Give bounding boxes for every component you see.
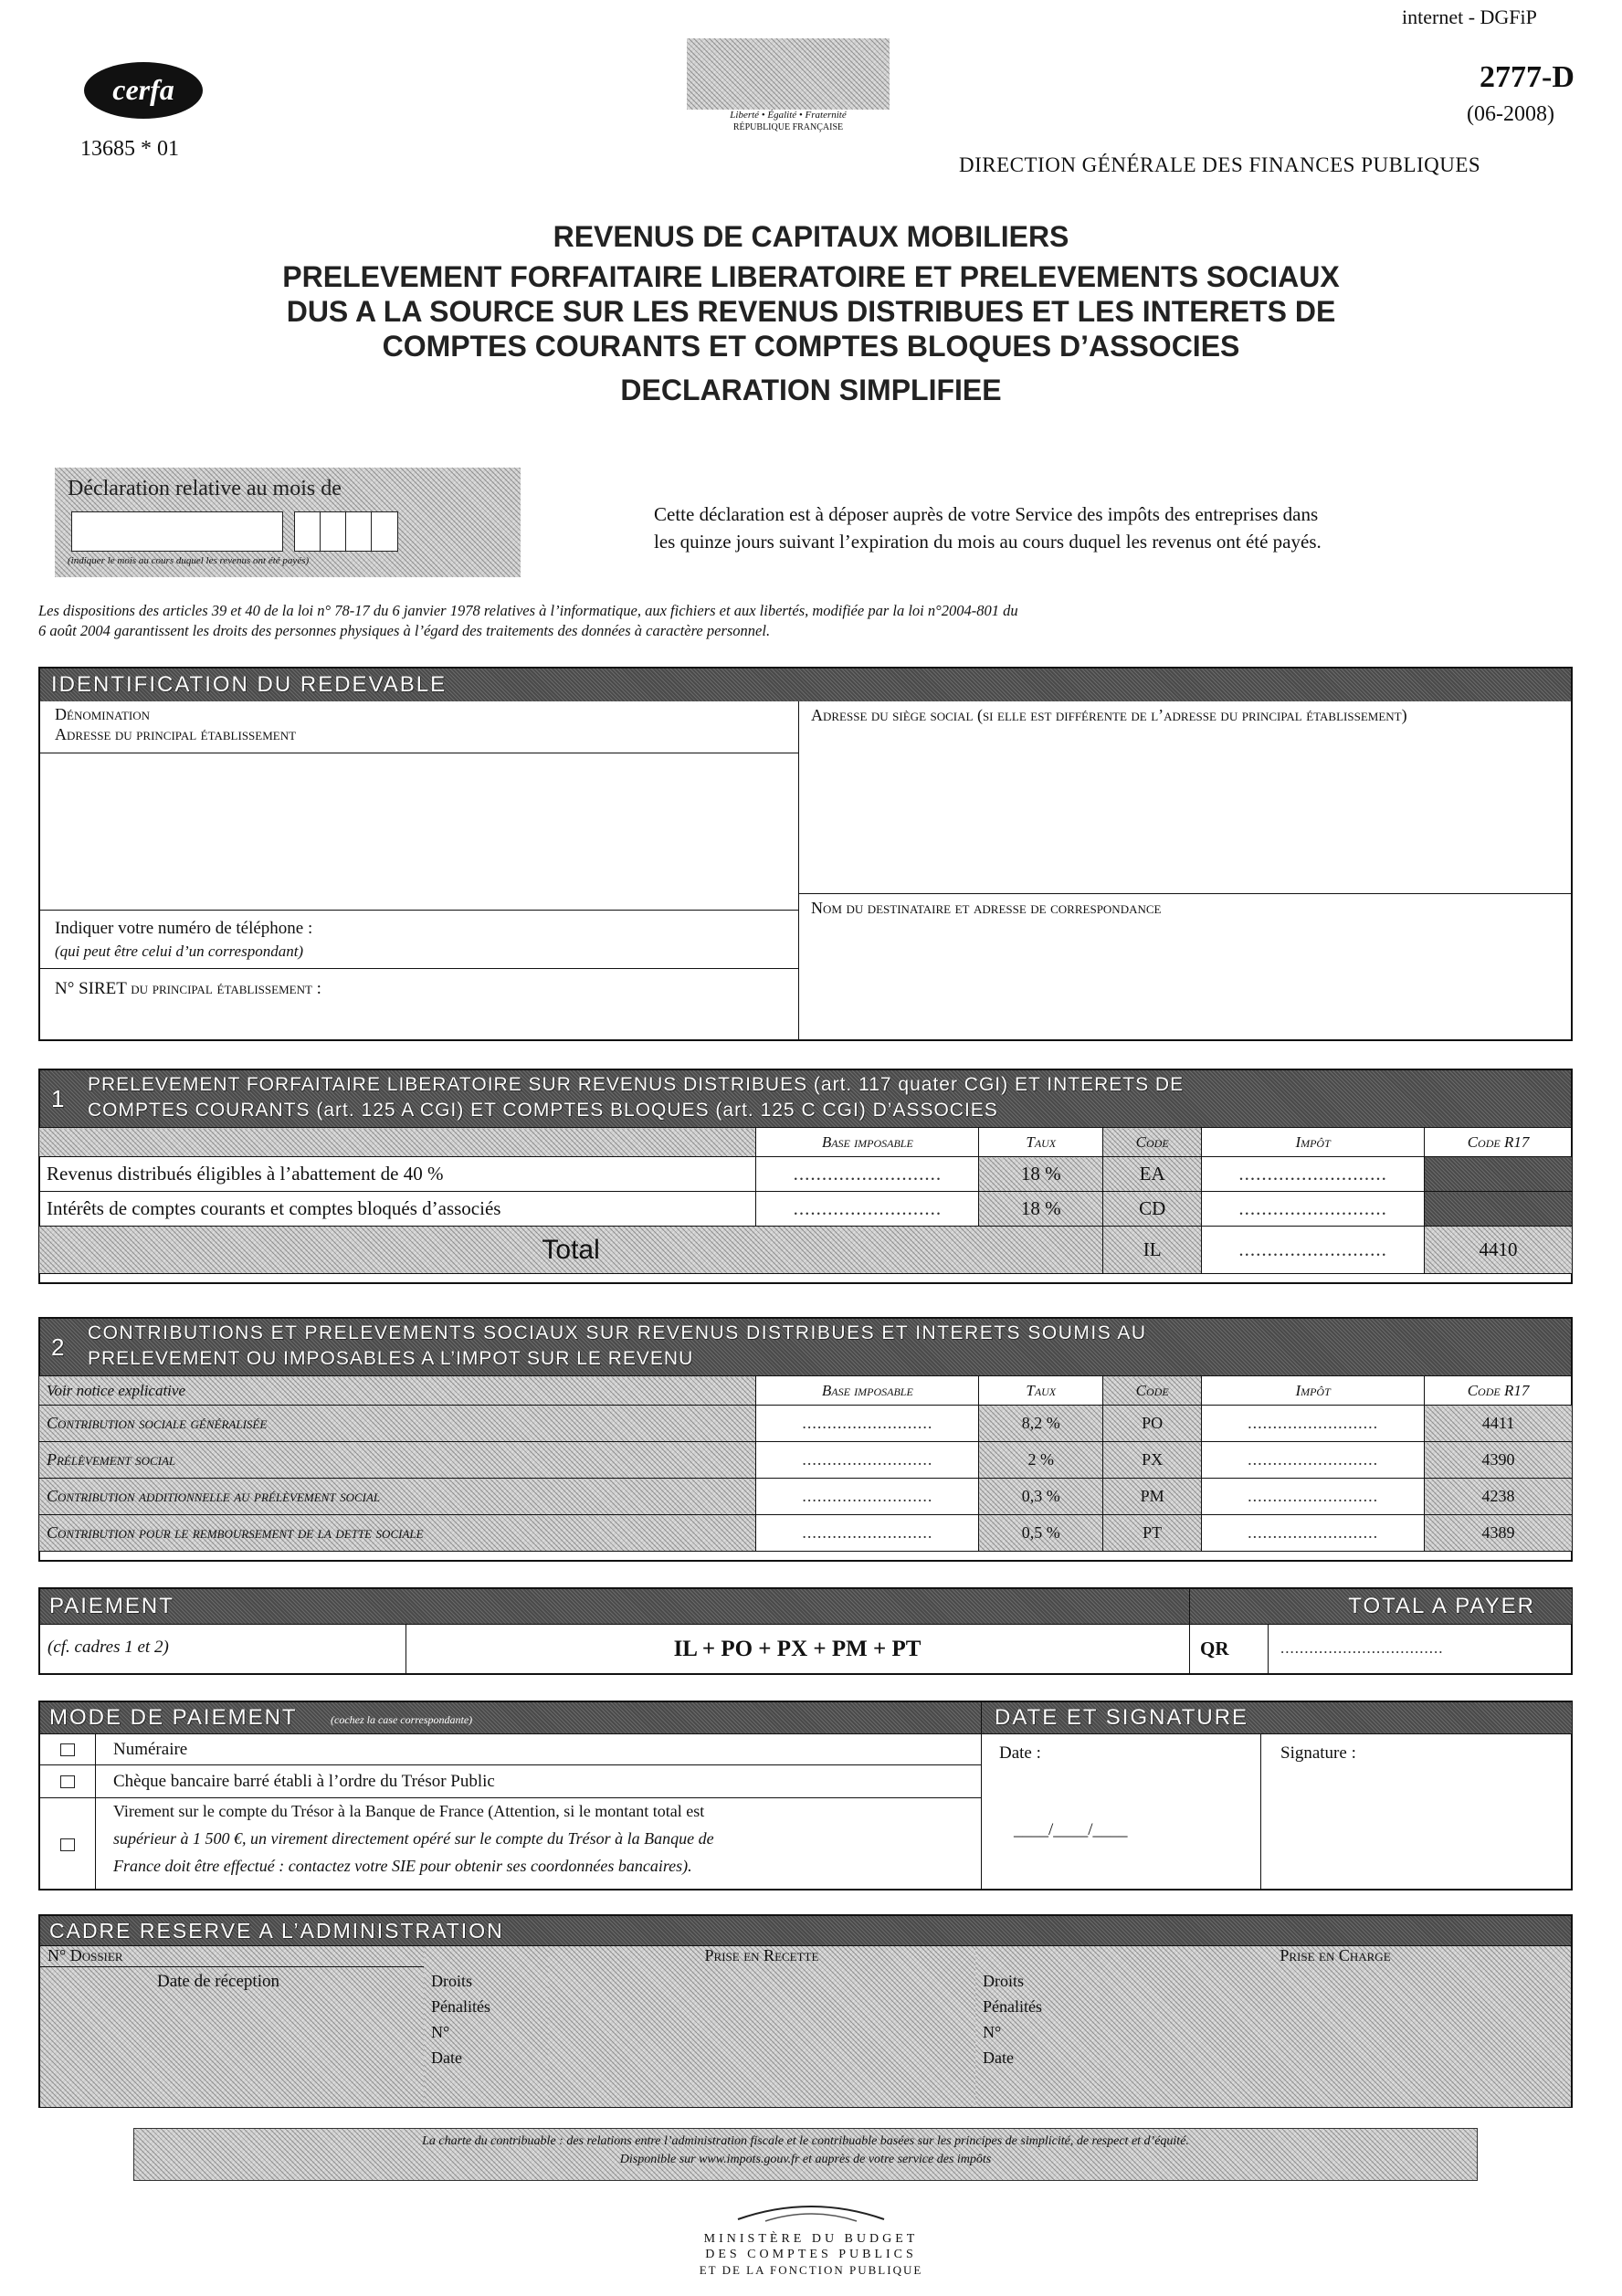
title-line-1: REVENUS DE CAPITAUX MOBILIERS xyxy=(553,220,1069,253)
form-number: 2777-D xyxy=(1480,60,1575,94)
recette-label: Prise en Recette xyxy=(704,1946,819,1964)
charge-fields xyxy=(975,1945,1101,2107)
payment-reference-text: (cf. cadres 1 et 2) xyxy=(47,1638,169,1657)
payment-formula-text: IL + PO + PX + PM + PT xyxy=(673,1637,922,1661)
charge-cell xyxy=(1100,1945,1571,2107)
telephone-label: Indiquer votre numéro de téléphone : xyxy=(55,919,313,938)
payment-header xyxy=(40,1589,1189,1624)
recette-date: Date xyxy=(431,2048,462,2067)
row-label: Intérêts de comptes courants et comptes bloqués d’associés xyxy=(39,1192,756,1227)
base-input[interactable]: .......................... xyxy=(756,1406,979,1442)
siret-label: N° SIRET du principal établissement : xyxy=(55,979,321,998)
rate-cell: 8,2 % xyxy=(979,1406,1103,1442)
cerfa-number: 13685 * 01 xyxy=(80,137,179,161)
section-1-title-2: COMPTES COURANTS (art. 125 A CGI) ET COMPTES BLOQUES (art. 125 C CGI) D’ASSOCIES xyxy=(88,1100,998,1121)
ministry-line-3: ET DE LA FONCTION PUBLIQUE xyxy=(699,2263,923,2277)
deposit-note xyxy=(654,500,1322,555)
tax-input[interactable]: .......................... xyxy=(1202,1157,1425,1192)
section-1-header xyxy=(40,1070,1571,1127)
tax-input[interactable]: .......................... xyxy=(1202,1442,1425,1479)
direction: DIRECTION GÉNÉRALE DES FINANCES PUBLIQUES xyxy=(959,153,1481,176)
rate-cell: 0,3 % xyxy=(979,1479,1103,1515)
principal-address-field[interactable] xyxy=(40,753,799,911)
total-header xyxy=(1189,1589,1572,1624)
total-input[interactable]: .......................... xyxy=(1202,1227,1425,1274)
table-row xyxy=(39,1479,1573,1515)
denomination-field[interactable] xyxy=(40,701,799,753)
r17-cell xyxy=(1425,1157,1573,1192)
charge-numero: N° xyxy=(983,2023,1002,2041)
section-1-title-1: PRELEVEMENT FORFAITAIRE LIBERATOIRE SUR REVENUS DISTRIBUES (art. 117 quater CGI) ET INTERETS DE xyxy=(88,1074,1185,1095)
payment-mode-header-note: (cochez la case correspondante) xyxy=(331,1713,473,1726)
charge-penalites: Pénalités xyxy=(983,1997,1042,2016)
code-cell: PM xyxy=(1103,1479,1202,1515)
recette-fields xyxy=(424,1945,549,2107)
charter-line-1: La charte du contribuable : des relations entre l’administration fiscale et le contribuable basées sur les principes de simplicité, de respect et d’équité. xyxy=(422,2134,1189,2148)
payment-option-cash[interactable] xyxy=(40,1733,982,1765)
marianne-caption-2: RÉPUBLIQUE FRANÇAISE xyxy=(732,122,844,132)
payment-section xyxy=(38,1587,1573,1675)
tax-input[interactable]: .......................... xyxy=(1202,1192,1425,1227)
ministry-line-2: DES COMPTES PUBLICS xyxy=(705,2248,917,2261)
table-row xyxy=(39,1406,1573,1442)
marianne-emblem xyxy=(687,38,890,110)
page-title xyxy=(0,217,1622,409)
col-base: Base imposable xyxy=(756,1376,979,1406)
row-label: Prélèvement social xyxy=(39,1442,756,1479)
total-header-text: TOTAL A PAYER xyxy=(1348,1594,1535,1618)
r17-cell: 4389 xyxy=(1425,1515,1573,1552)
privacy-line-1: Les dispositions des articles 39 et 40 de la loi n° 78-17 du 6 janvier 1978 relatives à l’informatique, aux fichiers et aux libertés, modifiée par la loi n°2004-801 du xyxy=(38,602,1018,619)
telephone-hint: (qui peut être celui d’un correspondant) xyxy=(55,943,304,960)
cheque-label: Chèque bancaire barré établi à l’ordre du Trésor Public xyxy=(113,1772,495,1791)
code-cell: PO xyxy=(1103,1406,1202,1442)
cash-label: Numéraire xyxy=(113,1740,188,1759)
code-cell: PX xyxy=(1103,1442,1202,1479)
cerfa-logo xyxy=(84,62,203,119)
tax-input[interactable]: .......................... xyxy=(1202,1515,1425,1552)
total-code: IL xyxy=(1103,1227,1202,1274)
payment-mode-header xyxy=(40,1702,981,1733)
total-to-pay-input[interactable] xyxy=(1268,1624,1571,1674)
r17-cell: 4238 xyxy=(1425,1479,1573,1515)
section-1-corner xyxy=(39,1128,756,1157)
section-2-table xyxy=(38,1375,1573,1552)
identification-header xyxy=(40,669,1571,701)
title-line-3: DUS A LA SOURCE SUR LES REVENUS DISTRIBUES ET LES INTERETS DE xyxy=(286,295,1336,328)
code-cell: EA xyxy=(1103,1157,1202,1192)
notice-reference: Voir notice explicative xyxy=(39,1376,756,1406)
admin-dossier-cell xyxy=(40,1945,425,2107)
charge-date: Date xyxy=(983,2048,1014,2067)
charge-label: Prise en Charge xyxy=(1280,1946,1391,1964)
marianne-caption-1: Liberté • Égalité • Fraternité xyxy=(730,110,847,121)
col-base: Base imposable xyxy=(756,1128,979,1157)
col-impot: Impôt xyxy=(1202,1128,1425,1157)
recipient-field[interactable] xyxy=(798,893,1571,1039)
base-input[interactable]: .......................... xyxy=(756,1515,979,1552)
section-1 xyxy=(38,1069,1573,1284)
payment-reference xyxy=(40,1624,406,1674)
identification-section xyxy=(38,667,1573,1041)
form-date: (06-2008) xyxy=(1467,102,1554,126)
section-1-table xyxy=(38,1127,1573,1274)
internet-tag: internet - DGFiP xyxy=(1402,5,1537,28)
siret-field[interactable] xyxy=(40,968,799,1039)
section-1-number: 1 xyxy=(51,1085,67,1112)
cash-checkbox[interactable] xyxy=(40,1734,96,1765)
r17-cell: 4390 xyxy=(1425,1442,1573,1479)
deposit-note-line-2: les quinze jours suivant l’expiration du mois au cours duquel les revenus ont été payés. xyxy=(654,531,1322,553)
charter-line-2: Disponible sur www.impots.gouv.fr et auprès de votre service des impôts xyxy=(619,2153,992,2166)
base-input[interactable]: .......................... xyxy=(756,1479,979,1515)
date-label: Date : xyxy=(999,1743,1041,1763)
table-row xyxy=(39,1442,1573,1479)
r17-cell xyxy=(1425,1192,1573,1227)
code-cell: CD xyxy=(1103,1192,1202,1227)
section-2-title-1: CONTRIBUTIONS ET PRELEVEMENTS SOCIAUX SUR REVENUS DISTRIBUES ET INTERETS SOUMIS AU xyxy=(88,1322,1147,1343)
recette-penalites: Pénalités xyxy=(431,1997,490,2016)
total-row xyxy=(39,1227,1573,1274)
identification-header-text: IDENTIFICATION DU REDEVABLE xyxy=(51,672,448,697)
recette-numero: N° xyxy=(431,2023,450,2041)
deposit-note-line-1: Cette déclaration est à déposer auprès de votre Service des impôts des entreprises dans xyxy=(654,503,1319,525)
payment-option-cheque[interactable] xyxy=(40,1764,982,1798)
date-signature-header-text: DATE ET SIGNATURE xyxy=(995,1705,1249,1730)
cheque-checkbox[interactable] xyxy=(40,1765,96,1798)
row-label: Revenus distribués éligibles à l’abattement de 40 % xyxy=(39,1157,756,1192)
siege-address-field[interactable] xyxy=(798,701,1571,894)
rate-cell: 0,5 % xyxy=(979,1515,1103,1552)
col-taux: Taux xyxy=(979,1376,1103,1406)
ministry-line-1: MINISTÈRE DU BUDGET xyxy=(703,2232,919,2246)
admin-section xyxy=(38,1914,1573,2108)
col-taux: Taux xyxy=(979,1128,1103,1157)
declaration-month-box xyxy=(55,468,521,577)
row-label: Contribution additionnelle au prélèvement social xyxy=(39,1479,756,1515)
code-cell: PT xyxy=(1103,1515,1202,1552)
privacy-notice xyxy=(38,601,1591,641)
taxpayer-charter-banner xyxy=(133,2128,1478,2181)
declaration-month-label: Déclaration relative au mois de xyxy=(68,477,342,500)
section-2-column-headers xyxy=(39,1376,1573,1406)
telephone-field[interactable] xyxy=(40,910,799,969)
privacy-line-2: 6 août 2004 garantissent les droits des personnes physiques à l’égard des traitements des données à caractère personnel. xyxy=(38,622,771,639)
ministry-emblem-icon xyxy=(628,2190,994,2227)
section-2 xyxy=(38,1317,1573,1562)
date-signature-header xyxy=(981,1702,1572,1733)
ministry-logo xyxy=(628,2190,994,2281)
cerfa-logo-text: cerfa xyxy=(112,73,174,106)
tax-input[interactable]: .......................... xyxy=(1202,1406,1425,1442)
title-line-2: PRELEVEMENT FORFAITAIRE LIBERATOIRE ET PRELEVEMENTS SOCIAUX xyxy=(282,260,1340,293)
section-2-title-2: PRELEVEMENT OU IMPOSABLES A L’IMPOT SUR LE REVENU xyxy=(88,1348,694,1369)
row-label: Contribution pour le remboursement de la dette sociale xyxy=(39,1515,756,1552)
marianne-logo xyxy=(687,38,890,132)
table-row xyxy=(39,1515,1573,1552)
dossier-label-text: N° Dossier xyxy=(47,1946,123,1964)
section-2-number: 2 xyxy=(51,1333,67,1361)
total-label: Total xyxy=(39,1227,1103,1274)
rate-cell: 18 % xyxy=(979,1192,1103,1227)
total-to-pay-value: .................................. xyxy=(1280,1639,1444,1657)
declaration-month-hint: (indiquer le mois au cours duquel les revenus ont été payés) xyxy=(68,555,310,566)
col-code: Code xyxy=(1103,1128,1202,1157)
rate-cell: 18 % xyxy=(979,1157,1103,1192)
dossier-label xyxy=(40,1946,424,1967)
denomination-label: Dénomination xyxy=(55,705,150,723)
declaration-month-input[interactable] xyxy=(71,511,283,552)
date-input[interactable]: ____/____/____ xyxy=(1014,1820,1128,1839)
total-r17: 4410 xyxy=(1425,1227,1573,1274)
base-input[interactable]: .......................... xyxy=(756,1192,979,1227)
row-label: Contribution sociale généralisée xyxy=(39,1406,756,1442)
recette-cell xyxy=(548,1945,976,2107)
principal-address-label: Adresse du principal établissement xyxy=(55,725,297,743)
payment-header-text: PAIEMENT xyxy=(49,1594,174,1618)
col-code: Code xyxy=(1103,1376,1202,1406)
section-2-header xyxy=(40,1319,1571,1375)
charge-droits: Droits xyxy=(983,1972,1024,1990)
table-row xyxy=(39,1157,1573,1192)
base-input[interactable]: .......................... xyxy=(756,1157,979,1192)
reception-label: Date de réception xyxy=(157,1972,279,1991)
recipient-label: Nom du destinataire et adresse de correspondance xyxy=(811,899,1162,917)
payment-code xyxy=(1189,1624,1269,1674)
col-r17: Code R17 xyxy=(1425,1376,1573,1406)
payment-mode-header-text: MODE DE PAIEMENT xyxy=(49,1705,298,1730)
admin-header-text: CADRE RESERVE A L’ADMINISTRATION xyxy=(49,1919,504,1943)
declaration-year-input[interactable] xyxy=(294,511,398,552)
date-field[interactable] xyxy=(981,1733,1261,1890)
signature-field[interactable] xyxy=(1260,1733,1571,1890)
signature-label: Signature : xyxy=(1280,1743,1356,1763)
transfer-label-2: supérieur à 1 500 €, un virement directement opéré sur le compte du Trésor à la Banque de xyxy=(113,1829,714,1848)
payment-mode-section xyxy=(38,1701,1573,1891)
transfer-label-1: Virement sur le compte du Trésor à la Banque de France (Attention, si le montant total est xyxy=(113,1802,705,1820)
transfer-checkbox[interactable] xyxy=(40,1798,96,1890)
payment-formula xyxy=(406,1624,1190,1674)
rate-cell: 2 % xyxy=(979,1442,1103,1479)
title-line-5: DECLARATION SIMPLIFIEE xyxy=(620,374,1002,406)
base-input[interactable]: .......................... xyxy=(756,1442,979,1479)
col-r17: Code R17 xyxy=(1425,1128,1573,1157)
recette-droits: Droits xyxy=(431,1972,472,1990)
transfer-label-3: France doit être effectué : contactez votre SIE pour obtenir ses coordonnées bancaires). xyxy=(113,1857,692,1875)
section-1-column-headers xyxy=(39,1128,1573,1157)
payment-option-transfer[interactable] xyxy=(40,1797,982,1890)
siege-address-label: Adresse du siège social (si elle est différente de l’adresse du principal établissement) xyxy=(811,706,1407,724)
r17-cell: 4411 xyxy=(1425,1406,1573,1442)
title-line-4: COMPTES COURANTS ET COMPTES BLOQUES D’ASSOCIES xyxy=(382,330,1240,363)
payment-code-text: QR xyxy=(1200,1638,1229,1659)
table-row xyxy=(39,1192,1573,1227)
col-impot: Impôt xyxy=(1202,1376,1425,1406)
admin-header xyxy=(40,1916,1571,1945)
tax-input[interactable]: .......................... xyxy=(1202,1479,1425,1515)
